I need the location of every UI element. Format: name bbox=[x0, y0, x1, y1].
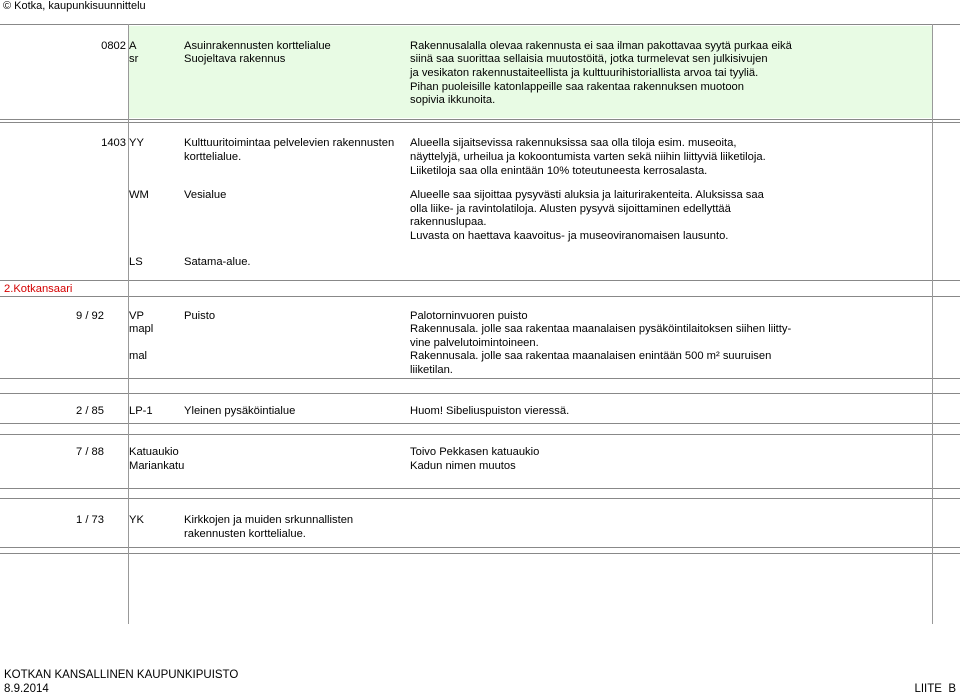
row-name: Suojeltava rakennus bbox=[184, 53, 286, 65]
footer-attachment: LIITE B bbox=[914, 683, 956, 695]
row-divider bbox=[0, 280, 960, 281]
row-desc: olla liike- ja ravintolatiloja. Alusten pysyvä sijoittaminen edellyttää bbox=[410, 203, 731, 215]
row-code: 0802 bbox=[101, 40, 126, 52]
footer-org: KOTKAN KANSALLINEN KAUPUNKIPUISTO bbox=[4, 669, 239, 681]
row-name: Kirkkojen ja muiden srkunnallisten bbox=[184, 514, 354, 526]
row-divider bbox=[0, 553, 960, 554]
row-desc: Rakennusalalla olevaa rakennusta ei saa ilman pakottavaa syytä purkaa eikä bbox=[410, 40, 792, 52]
row-name: Asuinrakennusten korttelialue bbox=[184, 40, 331, 52]
row-divider bbox=[0, 24, 960, 25]
row-abbr: sr bbox=[129, 53, 139, 65]
column-divider bbox=[932, 24, 933, 624]
row-desc: Kadun nimen muutos bbox=[410, 460, 516, 472]
area-label: 2.Kotkansaari bbox=[4, 283, 73, 295]
row-abbr: WM bbox=[129, 189, 149, 201]
row-desc: siinä saa suorittaa sellaisia muutostöitä, jotka turmelevat sen julkisivujen bbox=[410, 53, 768, 65]
row-desc: Luvasta on haettava kaavoitus- ja museoviranomaisen lausunto. bbox=[410, 230, 729, 242]
row-abbr: Katuaukio bbox=[129, 446, 179, 458]
row-desc: Pihan puoleisille katonlappeille saa rakentaa rakennuksen muotoon bbox=[410, 81, 744, 93]
row-desc: liiketilan. bbox=[410, 364, 453, 376]
row-divider bbox=[0, 393, 960, 394]
row-code: 1 / 73 bbox=[76, 514, 104, 526]
row-desc: Rakennusala. jolle saa rakentaa maanalaisen pysäköintilaitoksen siihen liitty- bbox=[410, 323, 792, 335]
row-abbr: YK bbox=[129, 514, 144, 526]
row-abbr: LP-1 bbox=[129, 405, 153, 417]
row-desc: sopivia ikkunoita. bbox=[410, 94, 496, 106]
row-abbr: mapl bbox=[129, 323, 154, 335]
row-desc: Alueella sijaitsevissa rakennuksissa saa olla tiloja esim. museoita, bbox=[410, 137, 737, 149]
row-abbr: Mariankatu bbox=[129, 460, 185, 472]
row-divider bbox=[0, 423, 960, 424]
row-divider bbox=[0, 498, 960, 499]
row-desc: Liiketiloja saa olla enintään 10% toteutuneesta kerrosalasta. bbox=[410, 165, 708, 177]
footer-date: 8.9.2014 bbox=[4, 683, 49, 695]
row-desc: vine palvelutoimintoineen. bbox=[410, 337, 539, 349]
row-divider bbox=[0, 434, 960, 435]
row-name: Satama-alue. bbox=[184, 256, 251, 268]
row-code: 7 / 88 bbox=[76, 446, 104, 458]
row-name: korttelialue. bbox=[184, 151, 242, 163]
row-abbr: A bbox=[129, 40, 137, 52]
row-code: 2 / 85 bbox=[76, 405, 104, 417]
row-divider bbox=[0, 119, 960, 120]
row-name: Puisto bbox=[184, 310, 216, 322]
row-desc: Alueelle saa sijoittaa pysyvästi aluksia ja laiturirakenteita. Aluksissa saa bbox=[410, 189, 764, 201]
row-desc: näyttelyjä, urheilua ja kokoontumista varten sekä niihin liittyviä liiketiloja. bbox=[410, 151, 766, 163]
row-desc: Toivo Pekkasen katuaukio bbox=[410, 446, 540, 458]
row-divider bbox=[0, 488, 960, 489]
row-code: 9 / 92 bbox=[76, 310, 104, 322]
row-name: Vesialue bbox=[184, 189, 227, 201]
row-desc: Palotorninvuoren puisto bbox=[410, 310, 528, 322]
row-divider bbox=[0, 122, 960, 123]
row-abbr: LS bbox=[129, 256, 143, 268]
row-divider bbox=[0, 378, 960, 379]
row-code: 1403 bbox=[101, 137, 126, 149]
row-divider bbox=[0, 547, 960, 548]
row-name: Yleinen pysäköintialue bbox=[184, 405, 296, 417]
row-desc: ja vesikaton rakennustaiteellista ja kulttuurihistoriallista arvoa tai tyyliä. bbox=[410, 67, 759, 79]
row-desc: rakennuslupaa. bbox=[410, 216, 487, 228]
row-divider bbox=[0, 296, 960, 297]
row-desc: Huom! Sibeliuspuiston vieressä. bbox=[410, 405, 570, 417]
window-title: © Kotka, kaupunkisuunnittelu bbox=[3, 0, 146, 12]
row-name: rakennusten korttelialue. bbox=[184, 528, 306, 540]
row-abbr: mal bbox=[129, 350, 148, 362]
window-title-bar bbox=[0, 0, 960, 13]
row-desc: Rakennusala. jolle saa rakentaa maanalaisen enintään 500 m² suuruisen bbox=[410, 350, 772, 362]
row-abbr: VP bbox=[129, 310, 144, 322]
row-name: Kulttuuritoimintaa pelvelevien rakennusten bbox=[184, 137, 395, 149]
row-abbr: YY bbox=[129, 137, 144, 149]
